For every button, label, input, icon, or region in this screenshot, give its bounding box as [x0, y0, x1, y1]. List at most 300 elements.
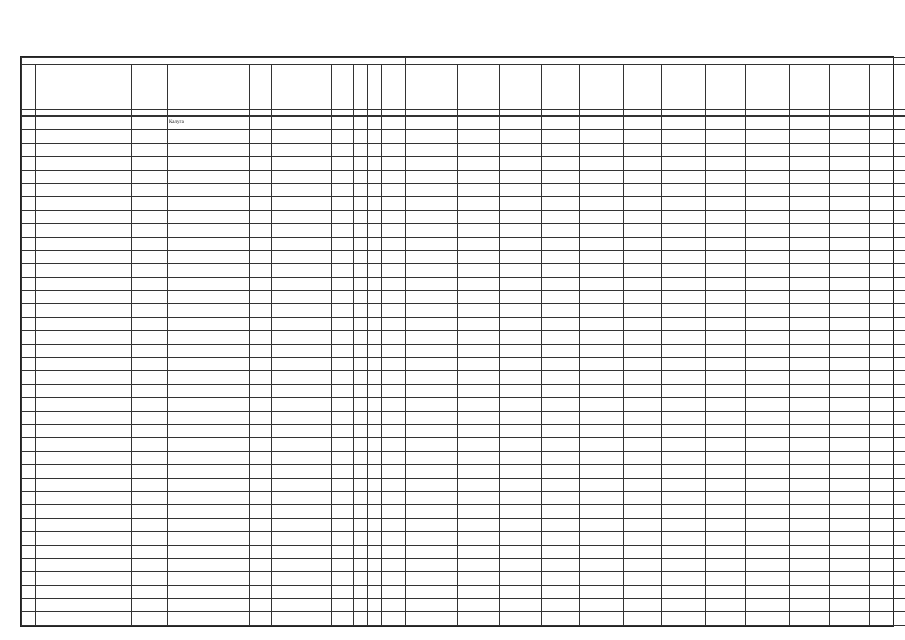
table-cell	[542, 411, 580, 424]
table-cell	[168, 237, 250, 250]
table-cell	[662, 398, 706, 411]
table-cell	[36, 572, 132, 585]
table-cell	[500, 371, 542, 384]
table-cell	[706, 398, 746, 411]
table-cell	[132, 197, 168, 210]
table-cell	[168, 170, 250, 183]
table-cell	[458, 478, 500, 491]
table-cell	[382, 465, 406, 478]
table-cell	[168, 224, 250, 237]
table-cell	[272, 371, 332, 384]
table-cell	[332, 331, 354, 344]
table-cell	[580, 197, 624, 210]
table-cell	[790, 304, 830, 317]
table-cell	[580, 465, 624, 478]
table-cell	[790, 277, 830, 290]
table-cell	[624, 371, 662, 384]
table-cell	[662, 157, 706, 170]
table-cell	[500, 304, 542, 317]
table-cell	[830, 277, 870, 290]
table-cell	[332, 358, 354, 371]
table-cell	[870, 224, 905, 237]
table-cell	[706, 170, 746, 183]
table-cell	[542, 143, 580, 156]
table-cell	[354, 371, 368, 384]
table-cell	[706, 491, 746, 504]
table-cell	[168, 424, 250, 437]
table-cell	[830, 143, 870, 156]
table-cell	[406, 317, 458, 330]
table-cell	[790, 505, 830, 518]
table-cell	[746, 411, 790, 424]
table-cell	[662, 599, 706, 612]
table-cell	[580, 304, 624, 317]
table-cell	[250, 224, 272, 237]
table-cell	[542, 224, 580, 237]
table-cell	[624, 143, 662, 156]
table-cell	[332, 304, 354, 317]
table-row	[22, 411, 905, 424]
table-cell	[168, 358, 250, 371]
table-cell	[790, 585, 830, 598]
table-cell	[272, 331, 332, 344]
table-row	[22, 237, 905, 250]
table-cell	[830, 210, 870, 223]
column-number-cell	[272, 110, 332, 116]
table-cell	[168, 130, 250, 143]
table-cell	[746, 344, 790, 357]
table-cell	[368, 558, 382, 571]
table-cell	[870, 465, 905, 478]
table-row	[22, 143, 905, 156]
table-row	[22, 491, 905, 504]
table-cell	[354, 277, 368, 290]
table-cell	[662, 518, 706, 531]
table-cell	[272, 585, 332, 598]
table-cell	[500, 277, 542, 290]
table-cell	[272, 545, 332, 558]
table-cell	[406, 237, 458, 250]
table-cell	[168, 438, 250, 451]
table-cell	[36, 304, 132, 317]
column-number-cell	[250, 110, 272, 116]
table-cell	[250, 478, 272, 491]
table-cell	[542, 264, 580, 277]
table-cell	[790, 291, 830, 304]
table-cell	[500, 424, 542, 437]
table-cell	[790, 532, 830, 545]
table-cell	[22, 117, 36, 130]
column-number-cell	[624, 110, 662, 116]
table-cell	[250, 183, 272, 196]
table-cell	[458, 291, 500, 304]
table-cell	[132, 438, 168, 451]
column-number-cell	[746, 110, 790, 116]
table-cell	[168, 451, 250, 464]
table-cell	[706, 518, 746, 531]
table-cell	[458, 197, 500, 210]
table-cell	[132, 478, 168, 491]
table-cell	[746, 371, 790, 384]
table-cell	[542, 599, 580, 612]
table-cell	[790, 384, 830, 397]
table-cell	[790, 331, 830, 344]
table-cell	[332, 143, 354, 156]
table-cell	[250, 358, 272, 371]
table-cell	[500, 532, 542, 545]
table-cell	[272, 130, 332, 143]
column-number-cell	[368, 110, 382, 116]
table-cell	[354, 304, 368, 317]
table-cell	[332, 398, 354, 411]
table-cell	[624, 210, 662, 223]
column-number-cell	[168, 110, 250, 116]
table-cell	[662, 344, 706, 357]
table-cell	[830, 371, 870, 384]
table-cell	[250, 317, 272, 330]
table-cell	[790, 398, 830, 411]
table-cell	[542, 545, 580, 558]
table-cell	[830, 491, 870, 504]
table-cell	[382, 545, 406, 558]
table-cell	[332, 505, 354, 518]
table-cell	[458, 384, 500, 397]
table-cell	[580, 491, 624, 504]
table-cell	[870, 398, 905, 411]
table-cell	[368, 465, 382, 478]
table-cell	[168, 532, 250, 545]
table-cell	[870, 599, 905, 612]
table-cell	[168, 197, 250, 210]
table-cell	[746, 491, 790, 504]
table-cell	[406, 170, 458, 183]
table-cell	[662, 371, 706, 384]
table-cell	[870, 371, 905, 384]
table-cell	[332, 424, 354, 437]
table-cell	[830, 130, 870, 143]
table-cell	[500, 398, 542, 411]
table-cell	[36, 478, 132, 491]
table-cell	[36, 384, 132, 397]
table-row	[22, 277, 905, 290]
table-cell	[22, 224, 36, 237]
table-cell	[36, 438, 132, 451]
table-cell	[870, 210, 905, 223]
table-cell	[746, 545, 790, 558]
table-cell	[746, 183, 790, 196]
table-cell	[36, 585, 132, 598]
table-cell	[368, 612, 382, 625]
table-cell	[542, 438, 580, 451]
table-cell	[830, 599, 870, 612]
column-title-cell	[746, 65, 790, 110]
table-cell	[624, 358, 662, 371]
table-cell	[458, 143, 500, 156]
table-cell	[272, 157, 332, 170]
table-cell	[132, 224, 168, 237]
table-cell	[168, 157, 250, 170]
table-cell	[870, 411, 905, 424]
table-cell	[580, 384, 624, 397]
table-cell	[870, 237, 905, 250]
table-cell	[368, 304, 382, 317]
table-cell	[132, 183, 168, 196]
table-cell	[332, 558, 354, 571]
table-cell	[580, 478, 624, 491]
table-cell	[706, 291, 746, 304]
table-cell	[36, 424, 132, 437]
table-cell	[790, 157, 830, 170]
table-row	[22, 438, 905, 451]
table-cell	[746, 250, 790, 263]
table-cell	[272, 599, 332, 612]
table-row	[22, 170, 905, 183]
table-cell	[662, 143, 706, 156]
column-title-cell	[790, 65, 830, 110]
table-cell	[36, 170, 132, 183]
table-cell	[746, 117, 790, 130]
table-cell	[382, 130, 406, 143]
table-cell	[36, 451, 132, 464]
table-cell	[406, 117, 458, 130]
table-cell	[830, 438, 870, 451]
table-cell	[22, 438, 36, 451]
table-cell	[542, 518, 580, 531]
table-cell	[706, 277, 746, 290]
table-cell	[458, 183, 500, 196]
table-cell	[706, 210, 746, 223]
table-cell	[542, 331, 580, 344]
table-cell	[272, 170, 332, 183]
table-cell	[500, 465, 542, 478]
table-cell	[354, 130, 368, 143]
table-cell	[168, 465, 250, 478]
table-cell	[458, 612, 500, 625]
table-cell	[706, 331, 746, 344]
table-cell	[500, 183, 542, 196]
table-cell	[354, 210, 368, 223]
table-cell	[624, 237, 662, 250]
table-cell	[36, 558, 132, 571]
table-row	[22, 585, 905, 598]
table-cell	[406, 545, 458, 558]
table-cell	[382, 478, 406, 491]
table-cell	[870, 518, 905, 531]
table-cell	[272, 478, 332, 491]
table-cell	[790, 143, 830, 156]
table-cell	[272, 264, 332, 277]
table-row	[22, 371, 905, 384]
table-cell	[382, 183, 406, 196]
table-cell	[746, 532, 790, 545]
table-cell	[542, 170, 580, 183]
table-cell	[354, 197, 368, 210]
column-number-cell	[542, 110, 580, 116]
table-cell	[382, 398, 406, 411]
table-cell	[458, 250, 500, 263]
table-cell	[406, 277, 458, 290]
table-cell	[354, 143, 368, 156]
table-cell	[662, 532, 706, 545]
table-cell	[790, 451, 830, 464]
table-cell	[458, 518, 500, 531]
table-cell	[746, 599, 790, 612]
table-cell	[36, 545, 132, 558]
table-cell	[382, 505, 406, 518]
table-cell	[406, 612, 458, 625]
table-cell	[830, 478, 870, 491]
table-cell	[662, 197, 706, 210]
table-cell	[790, 491, 830, 504]
table-cell	[790, 545, 830, 558]
table-row	[22, 117, 905, 130]
table-cell	[250, 237, 272, 250]
table-cell	[354, 344, 368, 357]
table-cell	[624, 183, 662, 196]
table-cell	[790, 130, 830, 143]
table-cell	[624, 250, 662, 263]
table-cell	[790, 250, 830, 263]
table-cell	[458, 398, 500, 411]
table-cell	[458, 117, 500, 130]
table-row	[22, 264, 905, 277]
table-cell	[746, 558, 790, 571]
column-title-cell	[250, 65, 272, 110]
table-cell	[662, 331, 706, 344]
table-cell	[746, 143, 790, 156]
table-row	[22, 157, 905, 170]
table-cell	[790, 438, 830, 451]
table-cell	[382, 250, 406, 263]
table-cell	[580, 438, 624, 451]
table-cell	[458, 411, 500, 424]
table-cell	[406, 491, 458, 504]
table-cell	[168, 331, 250, 344]
table-cell	[354, 291, 368, 304]
table-cell	[354, 170, 368, 183]
table-cell	[542, 451, 580, 464]
table-cell	[458, 572, 500, 585]
table-cell	[542, 478, 580, 491]
table-cell	[830, 183, 870, 196]
table-cell	[368, 478, 382, 491]
table-cell	[580, 411, 624, 424]
table-cell	[250, 532, 272, 545]
table-cell	[22, 411, 36, 424]
address-group-header	[22, 58, 406, 65]
table-cell	[870, 612, 905, 625]
table-cell	[746, 210, 790, 223]
table-cell	[382, 170, 406, 183]
column-number-cell	[500, 110, 542, 116]
table-cell	[250, 438, 272, 451]
column-title-cell	[870, 65, 905, 110]
table-cell	[746, 277, 790, 290]
table-cell	[36, 183, 132, 196]
table-cell	[250, 157, 272, 170]
table-cell	[746, 612, 790, 625]
table-row	[22, 478, 905, 491]
table-cell	[542, 277, 580, 290]
table-cell	[382, 411, 406, 424]
column-title-cell	[706, 65, 746, 110]
table-cell	[458, 465, 500, 478]
table-cell	[746, 451, 790, 464]
table-cell	[624, 197, 662, 210]
table-cell	[22, 277, 36, 290]
table-cell	[368, 599, 382, 612]
table-cell	[542, 237, 580, 250]
table-cell	[382, 532, 406, 545]
table-cell	[662, 210, 706, 223]
table-cell	[406, 398, 458, 411]
table-cell	[458, 358, 500, 371]
table-cell	[458, 170, 500, 183]
table-cell	[458, 317, 500, 330]
table-cell	[662, 277, 706, 290]
table-cell	[624, 224, 662, 237]
table-cell	[406, 558, 458, 571]
table-cell	[250, 250, 272, 263]
table-cell	[272, 424, 332, 437]
table-cell	[332, 317, 354, 330]
table-cell	[662, 438, 706, 451]
table-cell	[368, 264, 382, 277]
table-cell	[250, 545, 272, 558]
table-cell	[870, 291, 905, 304]
table-cell	[870, 491, 905, 504]
table-cell	[624, 130, 662, 143]
table-cell	[624, 558, 662, 571]
table-cell	[500, 250, 542, 263]
table-cell	[870, 505, 905, 518]
column-title-cell	[332, 65, 354, 110]
table-cell	[36, 317, 132, 330]
table-cell	[22, 465, 36, 478]
table-cell	[332, 585, 354, 598]
table-cell	[250, 424, 272, 437]
table-cell	[542, 250, 580, 263]
table-cell	[132, 599, 168, 612]
column-number-cell	[406, 110, 458, 116]
table-cell	[830, 157, 870, 170]
table-cell	[168, 505, 250, 518]
table-cell	[790, 197, 830, 210]
schedule-group-header	[406, 58, 905, 65]
register-sheet	[20, 56, 892, 627]
table-cell	[22, 491, 36, 504]
table-cell	[458, 532, 500, 545]
table-cell	[580, 237, 624, 250]
table-row	[22, 358, 905, 371]
table-cell	[500, 344, 542, 357]
table-cell	[870, 250, 905, 263]
table-cell	[458, 304, 500, 317]
table-cell	[458, 371, 500, 384]
table-cell	[368, 411, 382, 424]
table-cell	[368, 143, 382, 156]
table-cell	[458, 558, 500, 571]
table-row	[22, 331, 905, 344]
table-cell	[36, 224, 132, 237]
table-cell	[706, 371, 746, 384]
table-cell	[500, 117, 542, 130]
table-cell	[382, 344, 406, 357]
table-cell	[382, 518, 406, 531]
table-cell	[332, 237, 354, 250]
table-cell	[132, 170, 168, 183]
table-cell	[790, 183, 830, 196]
